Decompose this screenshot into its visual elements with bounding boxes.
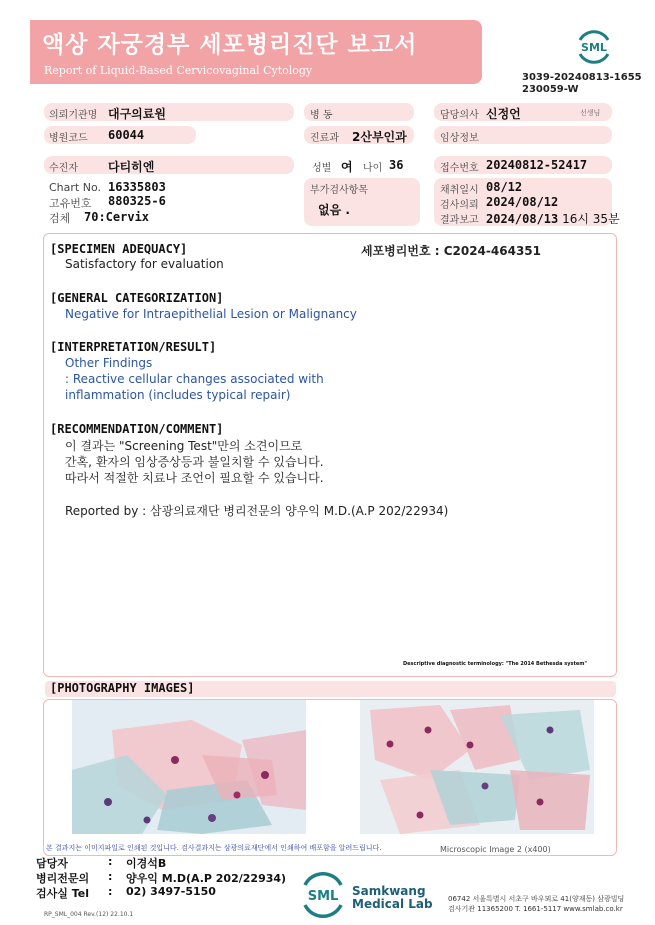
ward-label: 병 동 xyxy=(310,110,333,121)
institution-value: 대구의료원 xyxy=(108,107,166,121)
address-line-2: 검사기관 11365200 T. 1661-5117 www.smlab.co.kr xyxy=(448,905,623,913)
hospital-code-label: 병원코드 xyxy=(49,133,88,144)
footer-logo-text: SML xyxy=(307,889,339,904)
report-subtitle: Report of Liquid-Based Cervicovaginal Cytology xyxy=(44,64,313,77)
dept-value: 2산부인과 xyxy=(352,130,407,144)
footer-notice: 본 결과지는 이미지파일로 인쇄된 것입니다. 검사결과지는 삼광의료재단에서 인쇄하여 배포함을 알려드립니다. xyxy=(46,844,382,852)
specimen-label: 검체 xyxy=(49,212,71,225)
general-text: Negative for Intraepithelial Lesion or Malignancy xyxy=(65,307,357,321)
form-code: RP_SML_004 Rev.(12) 22.10.1 xyxy=(44,911,134,918)
test-label: 검사의뢰 xyxy=(440,200,479,211)
recommendation-title: [RECOMMENDATION/COMMENT] xyxy=(50,422,224,436)
specimen-value: 70:Cervix xyxy=(84,210,150,224)
extra-label: 부가검사항목 xyxy=(310,185,368,196)
age-value: 36 xyxy=(389,158,404,172)
doctor-suffix: 선생님 xyxy=(580,109,601,117)
test-value: 2024/08/12 xyxy=(486,195,559,209)
doctor-label: 담당의사 xyxy=(440,110,479,121)
image-caption-2: Microscopic Image 2 (x400) xyxy=(440,845,551,854)
recommendation-line-2: 간혹, 환자의 임상증상등과 불일치할 수 있습니다. xyxy=(65,455,324,469)
footer-sml-logo xyxy=(298,870,348,920)
doctor-value: 신정언 xyxy=(486,107,521,121)
tel-value: 02) 3497-5150 xyxy=(126,885,216,898)
manager-label: 담당자 xyxy=(36,857,68,870)
clinical-label: 임상정보 xyxy=(440,133,479,144)
microscopic-image-2 xyxy=(360,700,594,834)
interpretation-line-1: Other Findings xyxy=(65,356,153,370)
general-title: [GENERAL CATEGORIZATION] xyxy=(50,291,224,305)
chart-no: 16335803 xyxy=(108,180,166,194)
pathologist-value: 양우익 M.D(A.P 202/22934) xyxy=(126,872,287,885)
adequacy-text: Satisfactory for evaluation xyxy=(65,257,224,271)
sex-label: 성별 xyxy=(312,163,332,174)
address-line-1: 06742 서울특별시 서초구 바우뫼로 41(양재동) 삼광빌딩 xyxy=(448,895,625,903)
pathologist-label: 병리전문의 xyxy=(36,872,90,885)
dept-label: 진료과 xyxy=(310,133,339,144)
id-no: 880325-6 xyxy=(108,194,166,208)
tel-label: 검사실 Tel xyxy=(36,887,89,900)
sml-logo-text: SML xyxy=(581,41,607,54)
result-date: 2024/08/13 16시 35분 xyxy=(486,212,620,226)
manager-value: 이경석B xyxy=(126,857,167,870)
extra-value: 없음 . xyxy=(318,203,350,217)
collect-value: 08/12 xyxy=(486,180,523,194)
pathologist-colon: : xyxy=(108,870,113,883)
collect-label: 채취일시 xyxy=(440,185,479,196)
interpretation-line-3: inflammation (includes typical repair) xyxy=(65,388,291,402)
institution-label: 의뢰기관명 xyxy=(49,110,98,121)
age-label: 나이 xyxy=(363,163,383,174)
recommendation-line-3: 따라서 적절한 치료나 조언이 필요할 수 있습니다. xyxy=(65,471,324,485)
report-number: 3039-20240813-1655 230059-W xyxy=(522,72,642,95)
recommendation-line-1: 이 결과는 "Screening Test"만의 소견이므로 xyxy=(65,439,303,453)
receipt-label: 접수번호 xyxy=(440,163,479,174)
photography-title: [PHOTOGRAPHY IMAGES] xyxy=(50,681,195,695)
chart-label: Chart No. xyxy=(49,181,101,194)
manager-colon: : xyxy=(108,855,113,868)
tel-colon: : xyxy=(108,885,113,898)
sex-value: 여 xyxy=(341,160,353,174)
cytology-number: 세포병리번호 : C2024-464351 xyxy=(361,244,541,258)
patient-label: 수진자 xyxy=(49,163,78,174)
report-title: 액상 자궁경부 세포병리진단 보고서 xyxy=(42,32,418,58)
bethesda-note: Descriptive diagnostic terminology: "The 2014 Bethesda system" xyxy=(403,661,588,667)
adequacy-title: [SPECIMEN ADEQUACY] xyxy=(50,242,188,256)
patient-pill xyxy=(44,156,294,174)
sml-logo xyxy=(574,30,614,64)
microscopic-image-1 xyxy=(72,700,306,834)
interpretation-line-2: : Reactive cellular changes associated with xyxy=(65,372,324,386)
result-label: 결과보고 xyxy=(440,215,479,226)
id-label: 고유번호 xyxy=(49,197,92,210)
receipt-value: 20240812-52417 xyxy=(486,158,588,172)
brand-name: Samkwang Medical Lab xyxy=(352,884,433,911)
patient-name: 다티히엔 xyxy=(108,160,155,174)
hospital-code-value: 60044 xyxy=(108,128,145,142)
reported-by: Reported by : 삼광의료재단 병리전문의 양우익 M.D.(A.P 202/22934) xyxy=(65,504,449,518)
interpretation-title: [INTERPRETATION/RESULT] xyxy=(50,340,217,354)
